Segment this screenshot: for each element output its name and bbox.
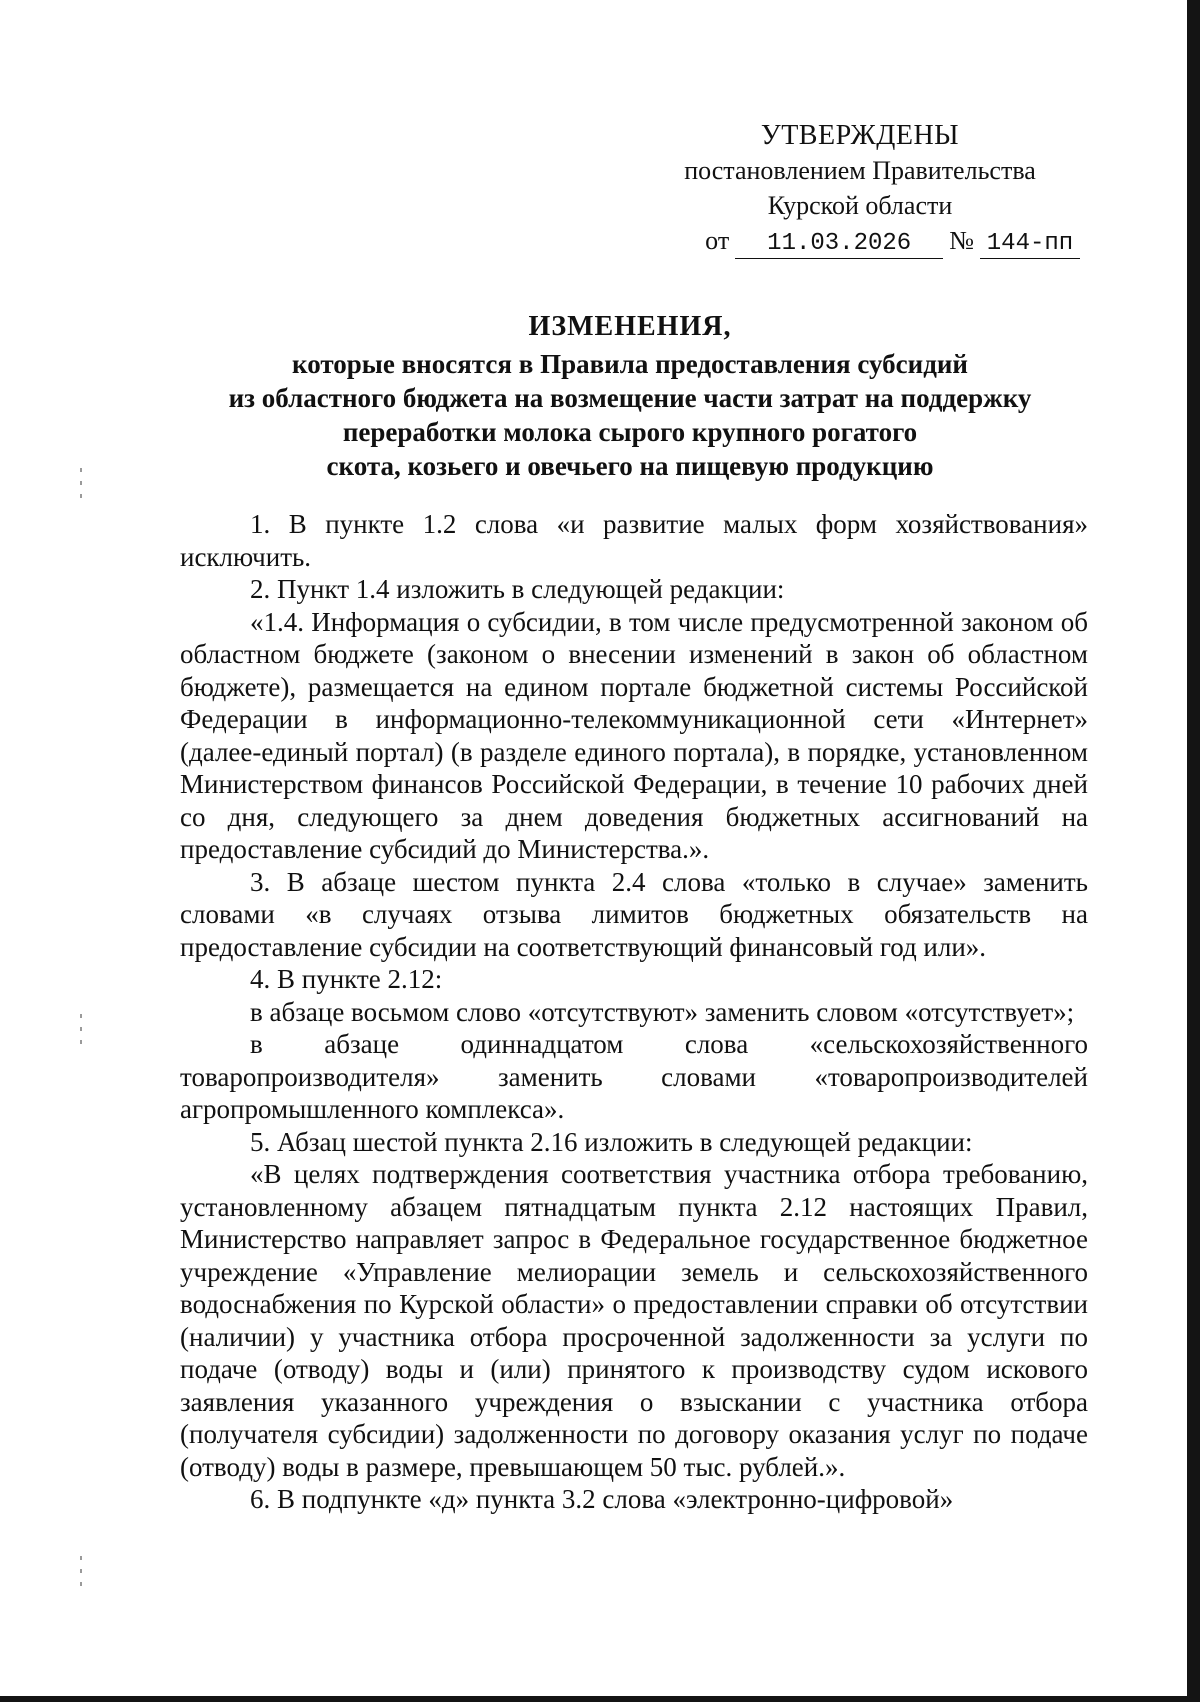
binding-marks-bottom [80, 1556, 86, 1595]
heading-line-2: из областного бюджета на возмещение части затрат на поддержку [228, 383, 1032, 413]
approval-date: 11.03.2026 [735, 230, 943, 259]
approval-title: УТВЕРЖДЕНЫ [760, 120, 960, 151]
paragraph-8: 5. Абзац шестой пункта 2.16 изложить в следующей редакции: [250, 1126, 973, 1157]
approval-line-1: постановлением Правительства [684, 156, 1036, 185]
approval-date-row [640, 223, 1080, 259]
paragraph-9: «В целях подтверждения соответствия участника отбора требованию, установленному абзацем пятнадцатым пункта 2.12 настоящих Правил, Министерство направляет запрос в Федеральное государственное бюджетное учреждение «Управление мелиорации земель и сельскохозяйственного водоснабжения по Курской области» о предоставлении справки об отсутствии (наличии) у участника отбора просроченной задолженности за услуги по подаче (отводу) воды и (или) принятого к производству судом искового заявления указанного учреждения о взыскании с участника отбора (получателя субсидии) задолженности по договору оказания услуг по подаче (отводу) воды в размере, превышающем 50 тыс. рублей.». [180, 1159, 1088, 1482]
paragraph-2: 2. Пункт 1.4 изложить в следующей редакции: [250, 574, 785, 604]
paragraph-7: в абзаце одиннадцатом слова «сельскохозяйственного товаропроизводителя» заменить словами «товаропроизводителей агропромышленного комплекса». [180, 1029, 1088, 1124]
paragraph-10: 6. В подпункте «д» пункта 3.2 слова «электронно-цифровой» [250, 1484, 954, 1514]
scan-border-bottom [0, 1696, 1200, 1702]
binding-marks-top [80, 468, 86, 507]
approval-number: 144-пп [980, 230, 1080, 259]
heading-line-3: переработки молока сырого крупного рогатого [342, 417, 918, 447]
heading-line-1: которые вносятся в Правила предоставления субсидий [292, 349, 968, 379]
paragraph-5: 4. В пункте 2.12: [250, 964, 443, 994]
scan-border-right [1187, 0, 1200, 1702]
document-heading [180, 310, 1080, 483]
heading-line-4: скота, козьего и овечьего на пищевую продукцию [326, 451, 934, 481]
paragraph-4: 3. В абзаце шестом пункта 2.4 слова «только в случае» заменить словами «в случаях отзыва лимитов бюджетных обязательств на предоставление субсидии на соответствующий финансовый год или». [180, 866, 1088, 962]
document-body [180, 508, 1088, 1516]
paragraph-1: 1. В пункте 1.2 слова «и развитие малых форм хозяйствования» исключить. [180, 509, 1088, 572]
approval-line-2: Курской области [767, 191, 953, 220]
paragraph-6: в абзаце восьмом слово «отсутствуют» заменить словом «отсутствует»; [250, 996, 1075, 1027]
binding-marks-middle [80, 1014, 86, 1053]
number-prefix: № [949, 226, 974, 255]
approval-block [640, 118, 1080, 259]
paragraph-3: «1.4. Информация о субсидии, в том числе предусмотренной законом об областном бюджете (законом о внесении изменений в закон об областном бюджете), размещается на едином портале бюджетной системы Российской Федерации в информационно-телекоммуникационной сети «Интернет» (далее-единый портал) (в разделе единого портала), в порядке, установленном Министерством финансов Российской Федерации, в течение 10 рабочих дней со дня, следующего за днем доведения бюджетных ассигнований на предоставление субсидий до Министерства.». [180, 606, 1088, 864]
heading-title: ИЗМЕНЕНИЯ, [528, 311, 732, 342]
date-prefix: от [705, 226, 730, 255]
